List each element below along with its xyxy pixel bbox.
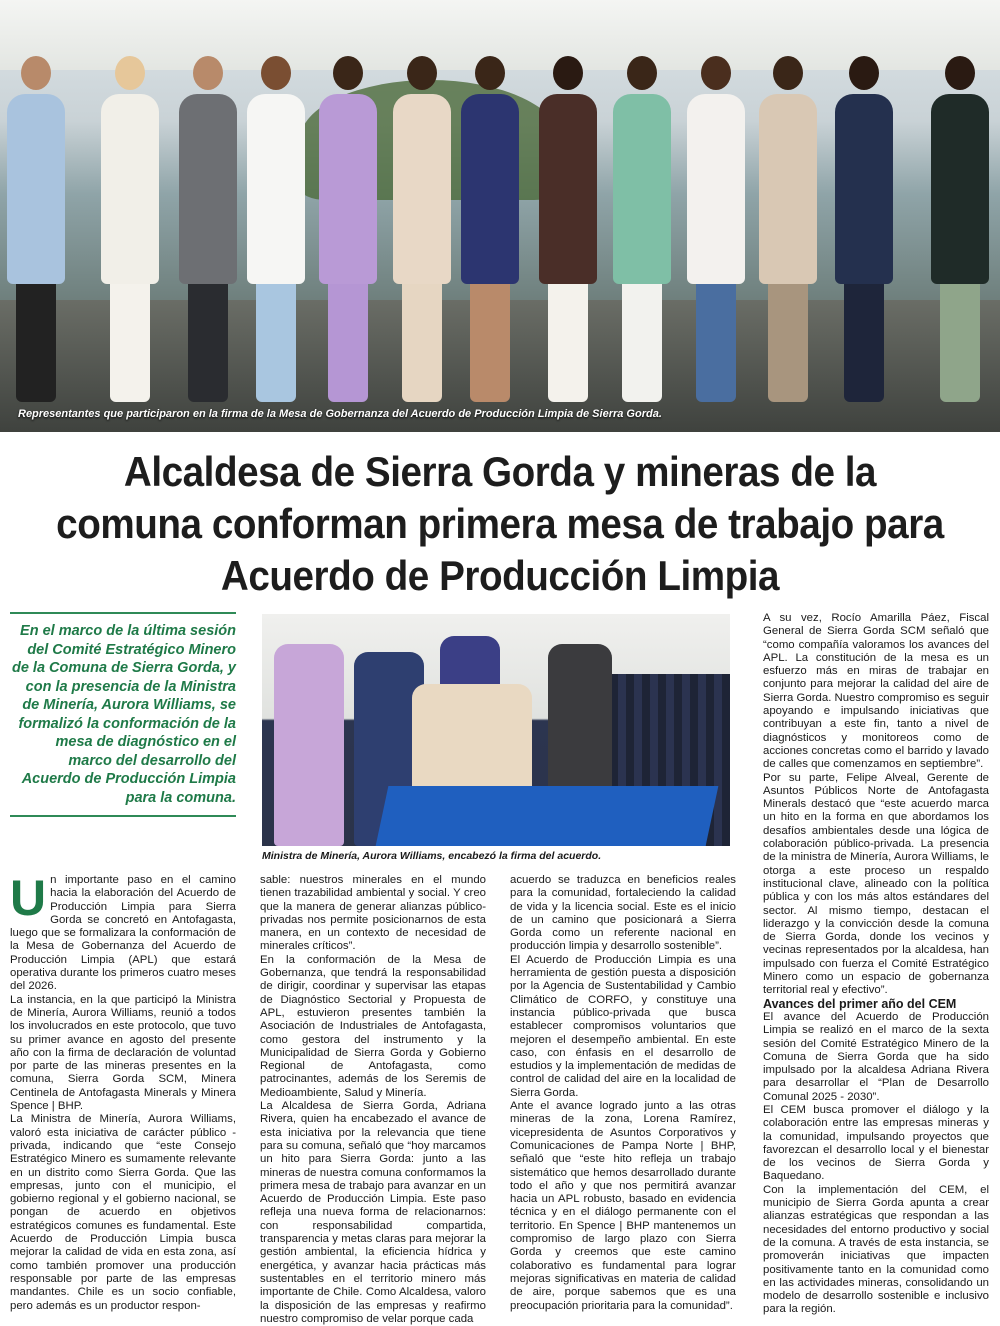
headline: Alcaldesa de Sierra Gorda y mineras de la comuna conforman primera mesa de trabajo para Acuerdo de Producción Limpia bbox=[56, 448, 944, 599]
signing-caption: Ministra de Minería, Aurora Williams, encabezó la firma del acuerdo. bbox=[262, 850, 602, 862]
article-paragraph: El avance del Acuerdo de Producción Limpia se realizó en el marco de la sexta sesión del Comité Estratégico Minero de la Comuna de Sierra Gorda que ha sido impulsado por la alcaldesa Adriana Rivera para desarrollar el “Plan de Desarrollo Comunal 2025 - 2030”. bbox=[763, 1010, 989, 1103]
person bbox=[458, 56, 522, 402]
signing-table bbox=[376, 786, 719, 846]
article-paragraph: La Alcaldesa de Sierra Gorda, Adriana Rivera, quien ha encabezado el avance de esta iniciativa por la relevancia que tiene para su comuna, señaló que “hoy marcamos un hito para Sierra Gorda: junto a las mineras de nuestra comuna conformamos la primera mesa de trabajo para avanzar en un Acuerdo de Producción Limpia. Este paso refleja una nueva forma de relacionarnos: con responsabilidad compartida, transparencia y metas claras para mejorar la gestión ambiental, la eficiencia hídrica y energética, y avanzar hacia prácticas más sustentables en el territorio minero más importante de Chile. Como Alcaldesa, valoro la disposición de las empresas y reafirmo nuestro compromiso de velar porque cada bbox=[260, 1100, 486, 1325]
article-paragraph: n importante paso en el camino hacia la elaboración del Acuerdo de Producción Limpia para Sierra Gorda se concretó en Antofagasta, luego que se formalizara la conformación de la Mesa de Gobernanza del Acuerdo de Producción Limpia (APL) que estará operativa durante los primeros cuatro meses del 2026. bbox=[10, 874, 236, 993]
person bbox=[756, 56, 820, 402]
article-paragraph: A su vez, Rocío Amarilla Páez, Fiscal General de Sierra Gorda SCM señaló que “como compañía valoramos los avances del APL. La constitución de la mesa es un esfuerzo más en miras de trabajar en conjunto para mejorar la calidad del aire de Sierra Gorda. Nuestro compromiso es seguir apoyando e impulsando iniciativas que contribuyan a este fin, tanto a nivel de diagnósticos y monitoreos como de acciones concretas como el barrido y lavado de calles que comenzamos en septiembre”. bbox=[763, 612, 989, 771]
article-column-4 bbox=[763, 612, 989, 1317]
hero-caption: Representantes que participaron en la firma de la Mesa de Gobernanza del Acuerdo de Producción Limpia de Sierra Gorda. bbox=[18, 408, 662, 420]
person bbox=[390, 56, 454, 402]
article-paragraph: El CEM busca promover el diálogo y la colaboración entre las empresas mineras y la comunidad, impulsando proyectos que favorezcan el desarrollo local y el bienestar de los vecinos de Sierra Gorda y Baquedano. bbox=[763, 1103, 989, 1183]
hero-photo bbox=[0, 0, 1000, 432]
article-column-1 bbox=[10, 870, 236, 1313]
drop-cap: U bbox=[10, 870, 47, 926]
article-paragraph: La instancia, en la que participó la Ministra de Minería, Aurora Williams, reunió a todos los involucrados en este protocolo, que tuvo su primer avance en agosto del presente año con la firma de declaración de voluntad por parte de las mineras presentes en la comuna, Sierra Gorda SCM, Minera Centinela de Antofagasta Minerals y Minera Spence | BHP. bbox=[10, 993, 236, 1113]
person bbox=[98, 56, 162, 402]
article-paragraph: El Acuerdo de Producción Limpia es una herramienta de gestión puesta a disposición por la Agencia de Sustentabilidad y Cambio Climático de CORFO, y constituye una instancia público-privada que busca establecer compromisos voluntarios que mejoren el desempeño ambiental. En este caso, con énfasis en el desarrollo de estudios y la implementación de medidas de control de calidad del aire en la localidad de Sierra Gorda. bbox=[510, 953, 736, 1099]
article-paragraph: La Ministra de Minería, Aurora Williams, valoró esta iniciativa de carácter público - privada, indicando que “este Consejo Estratégico Minero es sumamente relevante en un distrito como Sierra Gorda. Que las empresas, junto con el municipio, el gobierno regional y el gobierno nacional, se pongan de acuerdo en objetivos estratégicos comunes es fundamental. Este Acuerdo de Producción Limpia busca mejorar la calidad de vida en esta zona, así como también promover una producción responsable por parte de las empresas mandantes. Chile es un socio confiable, pero además es un productor respon- bbox=[10, 1113, 236, 1312]
person bbox=[684, 56, 748, 402]
person bbox=[610, 56, 674, 402]
person bbox=[4, 56, 68, 402]
person bbox=[176, 56, 240, 402]
article-paragraph: Por su parte, Felipe Alveal, Gerente de Asuntos Públicos Norte de Antofagasta Minerals destacó que “este acuerdo marca un hito en la forma en que abordamos los desafíos ambientales desde una lógica de colaboración público-privada. La presencia de la ministra de Minería, Aurora Williams, le otorga a este proceso un respaldo institucional clave, alineado con la política pública y con los más altos estándares del sector. Al mismo tiempo, destacan el liderazgo y la convicción desde la comuna de Sierra Gorda, donde los vecinos y vecinas representados por la alcaldesa, han impulsado con fuerza el Comité Estratégico Minero como un espacio de gobernanza territorial real y efectivo”. bbox=[763, 771, 989, 997]
lead-paragraph: En el marco de la última sesión del Comité Estratégico Minero de la Comuna de Sierra Gorda, y con la presencia de la Ministra de Minería, Aurora Williams, se formalizó la conformación de la mesa de diagnóstico en el marco del desarrollo del Acuerdo de Producción Limpia para la comuna. bbox=[10, 612, 236, 817]
article-paragraph: acuerdo se traduzca en beneficios reales para la comunidad, fortaleciendo la calidad de vida y la licencia social. Este es el inicio de un camino que posicionará a Sierra Gorda como un referente nacional en producción limpia y desarrollo sostenible”. bbox=[510, 874, 736, 953]
person bbox=[928, 56, 992, 402]
article-column-2 bbox=[260, 874, 486, 1326]
person bbox=[536, 56, 600, 402]
article-paragraph: Ante el avance logrado junto a las otras mineras de la zona, Lorena Ramírez, vicepresidenta de Asuntos Corporativos y Comunicaciones de Pampa Norte | BHP, señaló que “este hito refleja un trabajo sistemático que hemos desarrollado durante todo el año y que nos permitirá avanzar hacia un APL robusto, basado en evidencia técnica y en el diálogo permanente con el territorio. En Spence | BHP mantenemos un compromiso de largo plazo con Sierra Gorda y creemos que este camino colaborativo es fundamental para lograr mejoras significativas en materia de calidad de aire, porque sabemos que es una preocupación prioritaria para la comunidad”. bbox=[510, 1100, 736, 1312]
article-paragraph: Con la implementación del CEM, el municipio de Sierra Gorda apunta a crear alianzas estratégicas que respondan a las necesidades del entorno productivo y social de la comuna. A través de esta instancia, se promoverán iniciativas que impacten positivamente tanto en la comunidad como en las actividades mineras, consolidando un modelo de desarrollo sostenible e inclusivo para la región. bbox=[763, 1183, 989, 1316]
person bbox=[244, 56, 308, 402]
article-column-3 bbox=[510, 874, 736, 1313]
article-paragraph: sable: nuestros minerales en el mundo tienen trazabilidad ambiental y social. Y creo que la manera de generar alianzas público-privadas nos permite posicionarnos de esta manera, en un contexto de necesidad de minerales críticos”. bbox=[260, 874, 486, 953]
article-paragraph: En la conformación de la Mesa de Gobernanza, que tendrá la responsabilidad de dirigir, coordinar y supervisar las etapas de Diagnóstico Sectorial y Propuesta de APL, estuvieron presentes también la Asociación de Industriales de Antofagasta, como gestora del instrumento y la Municipalidad de Sierra Gorda y Gobierno Regional de Antofagasta, como patrocinantes, además de los Seremis de Medioambiente, Salud y Minería. bbox=[260, 953, 486, 1099]
person bbox=[274, 644, 344, 846]
signing-photo bbox=[262, 614, 730, 846]
person bbox=[832, 56, 896, 402]
person bbox=[316, 56, 380, 402]
section-subheading: Avances del primer año del CEM bbox=[763, 996, 957, 1011]
